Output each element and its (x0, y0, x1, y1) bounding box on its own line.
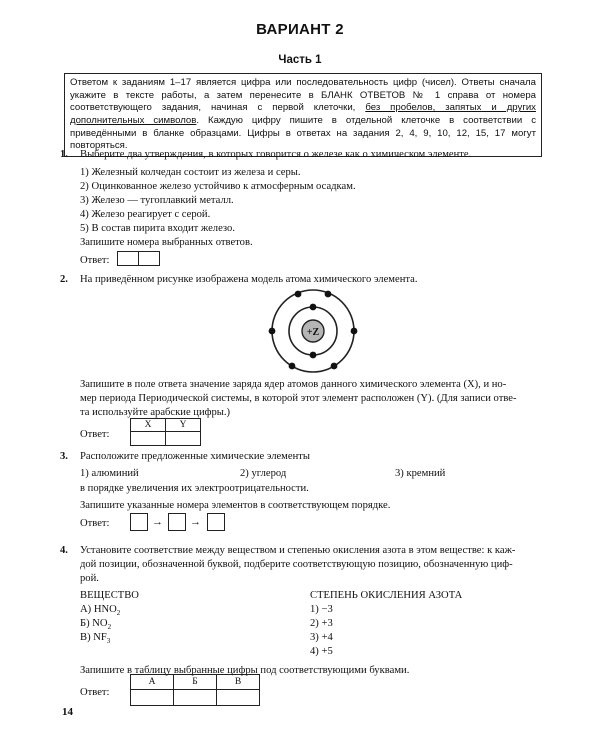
q1-option: 5) В состав пирита входит железо. (80, 223, 235, 234)
electron (310, 352, 317, 359)
q4-substance-letter: В) (80, 632, 91, 643)
electron (331, 363, 338, 370)
arrow-right-icon: → (190, 516, 201, 528)
q3-order-text: в порядке увеличения их электроотрицательности. (80, 483, 309, 494)
q1-instruction: Запишите номера выбранных ответов. (80, 237, 253, 248)
q3-prompt: Расположите предложенные химические элементы (80, 451, 311, 462)
instructions-box (64, 73, 542, 157)
q4-header-v: В (216, 674, 260, 690)
q4-substance-subscript: 3 (106, 637, 111, 646)
q4-prompt-line: рой. (80, 573, 99, 584)
q1-option: 3) Железо — тугоплавкий металл. (80, 195, 234, 206)
q4-substance-subscript: 2 (116, 609, 121, 618)
q4-number: 4. (60, 545, 68, 556)
q4-substance-formula: NO (92, 618, 108, 629)
q1-option: 1) Железный колчедан состоит из железа и серы. (80, 167, 301, 178)
q2-header-x: X (130, 418, 166, 432)
nucleus-label: +Z (306, 327, 320, 338)
q2-text-line: Запишите в поле ответа значение заряда ядер атомов данного химического элемента (X), и но- (80, 379, 507, 390)
q1-answer-field[interactable] (117, 251, 159, 266)
q1-answer-label: Ответ: (80, 255, 110, 266)
q4-instruction: Запишите в таблицу выбранные цифры под соответствующими буквами. (80, 665, 410, 676)
q1-number: 1. (60, 149, 68, 160)
q3-answer-field[interactable] (130, 513, 228, 531)
atom-model-diagram (263, 287, 363, 377)
q1-prompt: Выберите два утверждения, в которых говорится о железе как о химическом элементе. (80, 149, 472, 160)
q4-prompt-line: Установите соответствие между веществом и степенью окисления азота в этом веществе: к каж- (80, 545, 516, 556)
electron (351, 328, 358, 335)
q4-header-a: А (130, 674, 174, 690)
q2-answer-cell-x[interactable] (130, 431, 166, 446)
q2-text-line: мер периода Периодической системы, в которой этот элемент расположен (Y). (Для записи отве- (80, 393, 517, 404)
q2-answer-table[interactable] (130, 418, 200, 446)
electron (269, 328, 276, 335)
q2-answer-cell-y[interactable] (165, 431, 201, 446)
q3-element: 2) углерод (240, 468, 287, 479)
q4-answer-cell-b[interactable] (173, 689, 217, 706)
q4-header-b: Б (173, 674, 217, 690)
q3-answer-cell[interactable] (207, 513, 225, 531)
q4-substance-letter: А) (80, 604, 92, 615)
q4-substance-letter: Б) (80, 618, 90, 629)
q4-substance-subscript: 2 (107, 623, 112, 632)
q3-answer-label: Ответ: (80, 518, 110, 529)
electron (310, 304, 317, 311)
q4-right-header: СТЕПЕНЬ ОКИСЛЕНИЯ АЗОТА (310, 590, 463, 601)
q4-answer-cell-a[interactable] (130, 689, 174, 706)
q4-oxidation-state: 1) −3 (310, 604, 333, 615)
q2-number: 2. (60, 274, 68, 285)
q2-answer-label: Ответ: (80, 429, 110, 440)
part-title: Часть 1 (278, 54, 322, 66)
electron (295, 291, 302, 298)
instructions-text-b: . Каждую цифру пишите в отдельной клеточке в соответствии с приведёнными в бланке образцами. Цифры в ответах на задания 2, 4, 9, 10, 12, 15, 17 могут повторяться. (70, 114, 536, 152)
q4-prompt-line: дой позиции, обозначенной буквой, подберите соответствующую позицию, обозначенную циф- (80, 559, 513, 570)
q4-substance (80, 631, 110, 647)
q3-instruction: Запишите указанные номера элементов в соответствующем порядке. (80, 500, 391, 511)
q3-element: 1) алюминий (80, 468, 139, 479)
electron (325, 291, 332, 298)
electron (289, 363, 296, 370)
q4-substance-formula: HNO (93, 604, 117, 615)
q4-left-header: ВЕЩЕСТВО (80, 590, 139, 601)
q4-substance-formula: NF (93, 632, 107, 643)
q4-answer-cell-v[interactable] (216, 689, 260, 706)
arrow-right-icon: → (152, 516, 163, 528)
q1-option: 4) Железо реагирует с серой. (80, 209, 211, 220)
instructions-underlined: без пробелов, запятых и других дополнительных символов (70, 102, 536, 126)
q3-number: 3. (60, 451, 68, 462)
variant-title: ВАРИАНТ 2 (256, 21, 344, 38)
q4-oxidation-state: 3) +4 (310, 632, 333, 643)
q3-answer-cell[interactable] (168, 513, 186, 531)
q4-answer-table[interactable] (130, 674, 260, 706)
instructions-text-a: Ответом к заданиям 1–17 является цифра или последовательность цифр (чисел). Ответы сначала укажите в тексте работы, а затем перенесите в БЛАНК ОТВЕТОВ № 1 справа от номера соответствующего задания, начиная с первой клеточки, (70, 77, 536, 114)
q1-answer-cell[interactable] (138, 251, 160, 266)
q1-answer-cell[interactable] (117, 251, 139, 266)
q4-oxidation-state: 2) +3 (310, 618, 333, 629)
q1-option: 2) Оцинкованное железо устойчиво к атмосферным осадкам. (80, 181, 356, 192)
q4-answer-label: Ответ: (80, 687, 110, 698)
q2-prompt: На приведённом рисунке изображена модель атома химического элемента. (80, 274, 418, 285)
q3-element: 3) кремний (395, 468, 446, 479)
q3-answer-cell[interactable] (130, 513, 148, 531)
q2-text-line: та используйте арабские цифры.) (80, 407, 231, 418)
page-number: 14 (62, 706, 73, 718)
q4-oxidation-state: 4) +5 (310, 646, 333, 657)
q2-header-y: Y (165, 418, 201, 432)
